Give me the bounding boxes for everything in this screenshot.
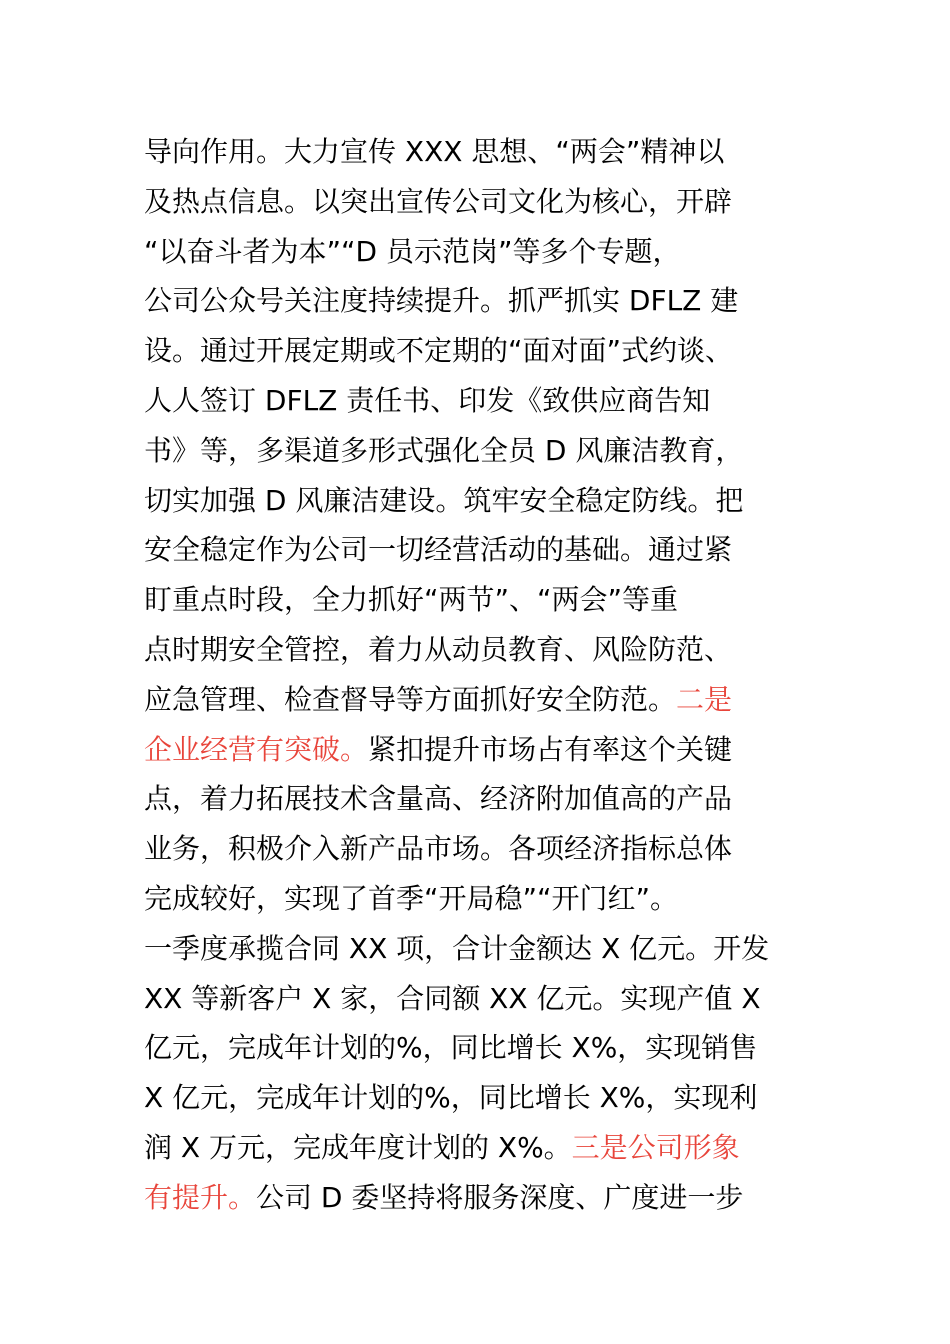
text-line	[144, 874, 678, 924]
body-text: 亿元，完成年计划的%，同比增长 X%，实现销售	[144, 1031, 758, 1065]
text-line	[144, 725, 732, 775]
body-text: 润 X 万元，完成年度计划的 X%。	[144, 1131, 572, 1164]
body-text: 导向作用。大力宣传 XXX 思想、“两会”精神以	[144, 135, 725, 168]
body-text: 书》等，多渠道多形式强化全员 D 风廉洁教育，	[144, 433, 744, 467]
text-line	[144, 227, 681, 277]
text-line	[144, 625, 732, 675]
highlighted-heading-text: 三是公司形象	[571, 1131, 740, 1164]
text-line	[144, 1023, 757, 1073]
body-text: 应急管理、检查督导等方面抓好安全防范。	[144, 682, 677, 716]
text-line	[144, 376, 710, 426]
text-line	[144, 276, 738, 326]
text-line	[144, 326, 733, 376]
text-line	[144, 774, 732, 824]
text-line	[144, 1173, 743, 1223]
body-text: 公司 D 委坚持将服务深度、广度进一步	[256, 1180, 744, 1214]
text-line	[144, 177, 732, 227]
text-line	[144, 575, 678, 625]
text-line	[144, 1123, 740, 1173]
text-line	[144, 675, 732, 725]
body-text: 一季度承揽合同 XX 项，合计金额达 X 亿元。开发	[144, 931, 770, 965]
body-text: 业务，积极介入新产品市场。各项经济指标总体	[144, 832, 733, 866]
highlighted-heading-text: 二是	[676, 682, 733, 716]
text-line	[144, 127, 724, 177]
body-text: XX 等新客户 X 家，合同额 XX 亿元。实现产值 X	[144, 981, 761, 1015]
body-text: 切实加强 D 风廉洁建设。筑牢安全稳定防线。把	[144, 483, 744, 517]
text-line	[144, 525, 732, 575]
highlighted-heading-text: 有提升。	[144, 1180, 257, 1214]
body-text: 完成较好，实现了首季“开局稳”“开门红”。	[144, 882, 679, 915]
body-text: 及热点信息。以突出宣传公司文化为核心，开辟	[144, 184, 733, 218]
highlighted-heading-text: 企业经营有突破。	[144, 732, 369, 766]
text-line	[144, 476, 743, 526]
body-text: 盯重点时段，全力抓好“两节”、“两会”等重	[144, 583, 679, 617]
text-line	[144, 924, 769, 974]
body-text: 公司公众号关注度持续提升。抓严抓实 DFLZ 建	[144, 284, 739, 318]
text-line	[144, 1073, 757, 1123]
body-text: 点，着力拓展技术含量高、经济附加值高的产品	[144, 782, 733, 816]
body-text: 安全稳定作为公司一切经营活动的基础。通过紧	[144, 533, 733, 567]
body-text: X 亿元，完成年计划的%，同比增长 X%，实现利	[144, 1081, 758, 1115]
body-text: 点时期安全管控，着力从动员教育、风险防范、	[144, 633, 733, 666]
body-text: “以奋斗者为本”“D 员示范岗”等多个专题，	[144, 234, 681, 268]
body-text: 紧扣提升市场占有率这个关键	[368, 732, 733, 766]
text-line	[144, 426, 743, 476]
text-line	[144, 974, 761, 1024]
body-text: 设。通过开展定期或不定期的“面对面”式约谈、	[144, 334, 734, 368]
text-line	[144, 824, 732, 874]
body-text: 人人签订 DFLZ 责任书、印发《致供应商告知	[144, 384, 711, 417]
